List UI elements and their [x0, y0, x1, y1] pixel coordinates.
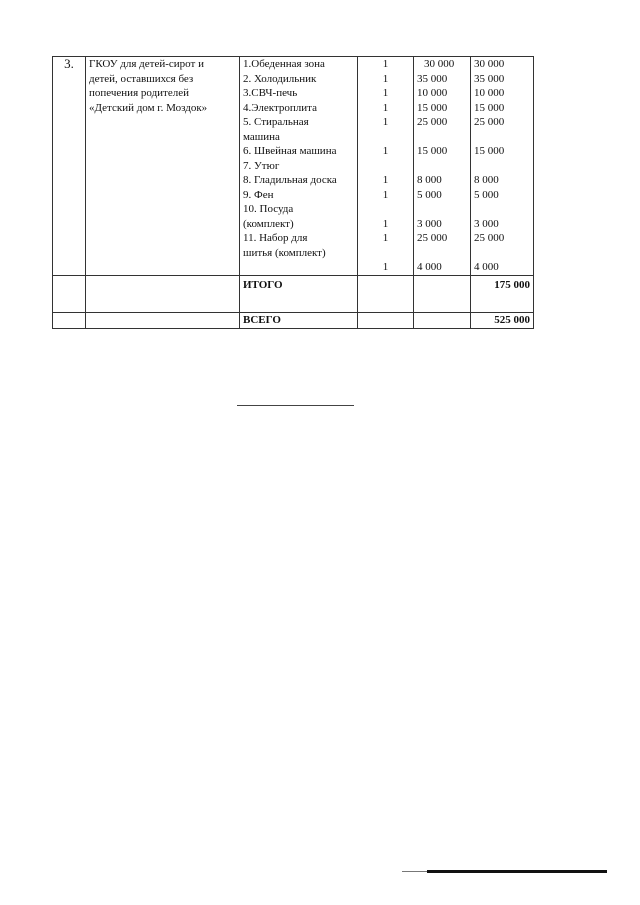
- sum-line: 3 000: [474, 217, 499, 230]
- empty-cell: [86, 275, 240, 312]
- price-line: [417, 202, 467, 217]
- quantity-line: [361, 130, 410, 145]
- quantity-line: [361, 246, 410, 261]
- empty-cell: [86, 312, 240, 328]
- sum-line: 4 000: [474, 261, 499, 273]
- empty-cell: [358, 275, 414, 312]
- organization-line: ГКОУ для детей-сирот и: [89, 58, 204, 70]
- row-number-cell: [53, 57, 86, 276]
- quantity-line: 1: [382, 72, 389, 85]
- items-cell: [240, 57, 358, 276]
- sum-line: [474, 159, 530, 174]
- quantity-line: [361, 202, 410, 217]
- organization-line: попечения родителей: [89, 87, 189, 99]
- price-line: 30 000: [424, 58, 455, 70]
- price-line: 35 000: [417, 72, 448, 85]
- empty-cell: [414, 275, 471, 312]
- price-line: 8 000: [417, 174, 442, 186]
- sum-line: 10 000: [474, 87, 505, 99]
- quantity-line: 1: [382, 145, 389, 157]
- sum-line: [474, 130, 530, 145]
- organization-cell: [86, 57, 240, 276]
- grand-total-row: [53, 312, 534, 328]
- grand-total-sum-cell: [471, 312, 534, 328]
- row-number: 3.: [64, 56, 74, 71]
- footer-mark: [427, 870, 607, 873]
- grand-total-sum: 525 000: [494, 313, 530, 326]
- equipment-table: [52, 56, 534, 329]
- item-line: 5. Стиральная: [243, 116, 309, 128]
- price-line: 5 000: [417, 188, 442, 201]
- sum-line: 15 000: [474, 101, 505, 114]
- item-line: [243, 260, 354, 275]
- price-line: 15 000: [417, 145, 448, 157]
- item-line: 8. Гладильная доска: [243, 174, 337, 186]
- item-line: 2. Холодильник: [243, 72, 317, 85]
- quantity-line: 1: [382, 174, 389, 186]
- price-line: 10 000: [417, 87, 448, 99]
- table-row: [53, 57, 534, 276]
- quantity-line: 1: [382, 188, 389, 201]
- price-line: 4 000: [417, 261, 442, 273]
- sum-line: 35 000: [474, 72, 505, 85]
- sum-line: 15 000: [474, 145, 505, 157]
- sum-line: 8 000: [474, 174, 499, 186]
- total-row: [53, 275, 534, 312]
- price-line: 3 000: [417, 217, 442, 230]
- quantity-line: 1: [382, 87, 389, 99]
- total-sum-cell: [471, 275, 534, 312]
- price-line: [417, 246, 467, 261]
- quantity-line: 1: [382, 101, 389, 114]
- quantity-line: 1: [382, 116, 389, 128]
- organization-line: «Детский дом г. Моздок»: [89, 101, 208, 114]
- sum-line: 25 000: [474, 116, 505, 128]
- footer-mark-thin: [402, 871, 427, 872]
- item-line: машина: [243, 130, 280, 143]
- price-line: 25 000: [417, 232, 448, 244]
- sum-line: 30 000: [474, 58, 505, 70]
- item-line: 10. Посуда: [243, 203, 294, 215]
- quantity-line: [361, 159, 410, 174]
- separator-line: [237, 405, 354, 406]
- sum-line: [474, 246, 530, 261]
- grand-total-label-cell: [240, 312, 358, 328]
- price-line: [417, 130, 467, 145]
- quantity-line: 1: [382, 217, 389, 230]
- sum-line: 5 000: [474, 188, 499, 201]
- organization-line: детей, оставшихся без: [89, 72, 194, 85]
- empty-cell: [414, 312, 471, 328]
- price-line: 25 000: [417, 116, 448, 128]
- empty-cell: [358, 312, 414, 328]
- item-line: 6. Швейная машина: [243, 145, 337, 157]
- sum-cell: [471, 57, 534, 276]
- total-label: ИТОГО: [243, 278, 283, 291]
- item-line: 1.Обеденная зона: [243, 58, 325, 70]
- sum-line: [474, 202, 530, 217]
- quantity-line: 1: [382, 232, 389, 244]
- item-line: 3.СВЧ-печь: [243, 87, 298, 99]
- item-line: (комплект): [243, 217, 294, 230]
- item-line: 4.Электроплита: [243, 101, 317, 114]
- quantity-line: 1: [382, 261, 389, 273]
- item-line: 9. Фен: [243, 188, 274, 201]
- item-line: 11. Набор для: [243, 232, 308, 244]
- item-line: 7. Утюг: [243, 159, 280, 172]
- sum-line: 25 000: [474, 232, 505, 244]
- total-label-cell: [240, 275, 358, 312]
- quantity-cell: [358, 57, 414, 276]
- grand-total-label: ВСЕГО: [243, 313, 281, 326]
- empty-cell: [53, 275, 86, 312]
- quantity-line: 1: [382, 58, 389, 70]
- total-sum: 175 000: [494, 278, 530, 291]
- empty-cell: [53, 312, 86, 328]
- price-line: 15 000: [417, 101, 448, 114]
- price-line: [417, 159, 467, 174]
- item-line: шитья (комплект): [243, 246, 326, 259]
- price-cell: [414, 57, 471, 276]
